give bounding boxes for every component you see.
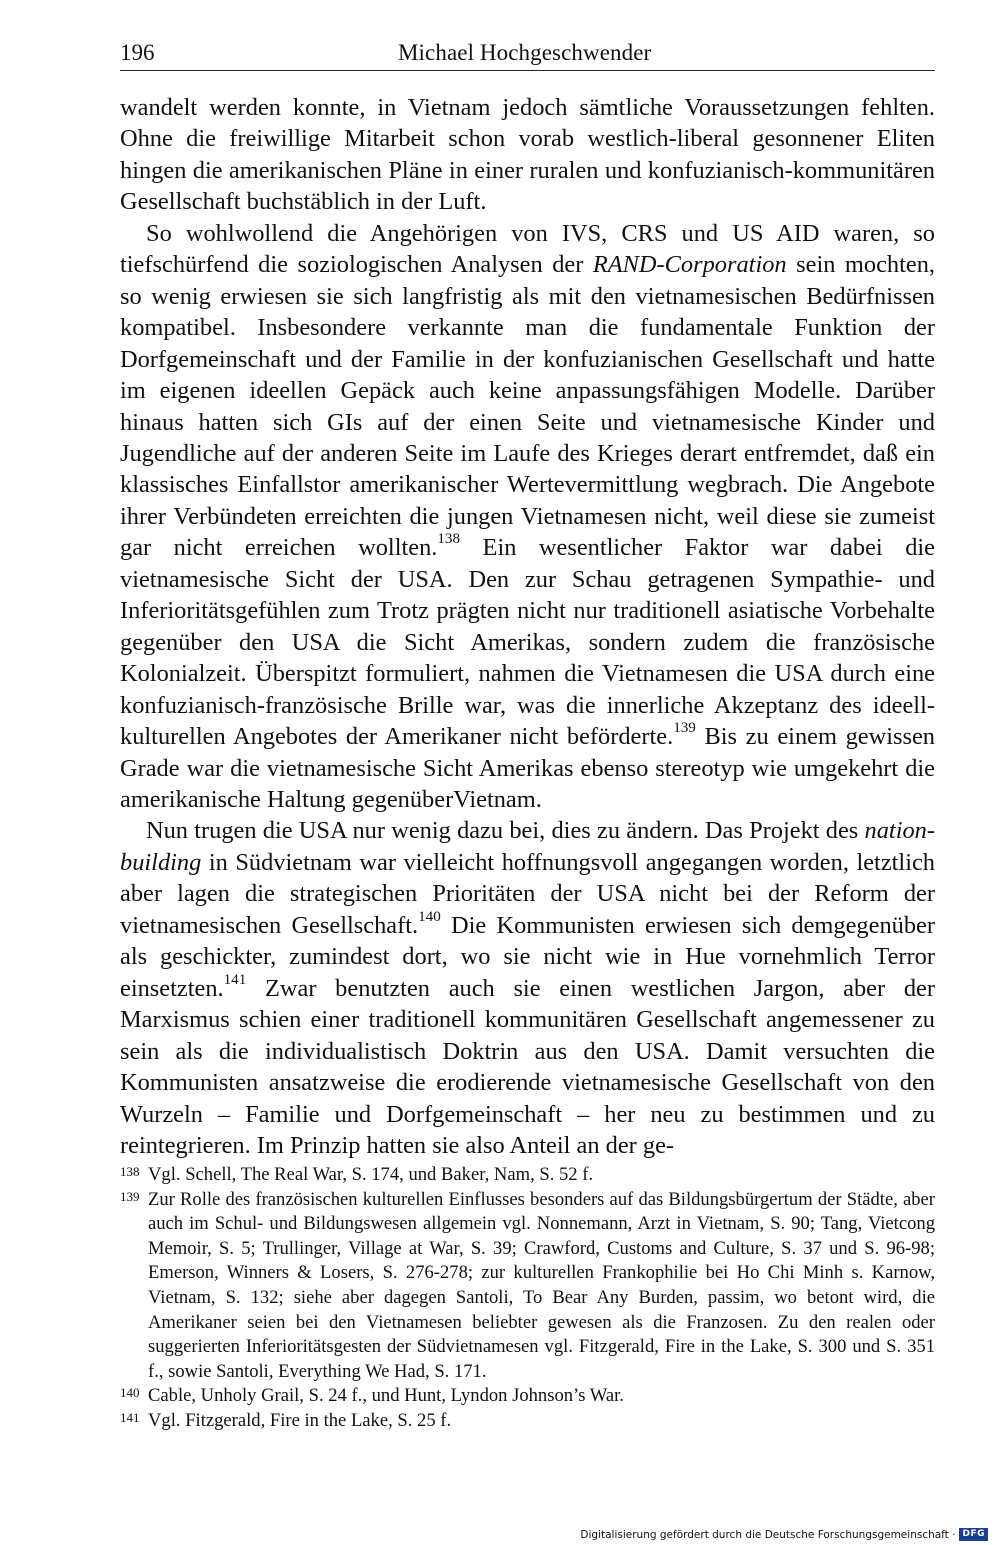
footnote-ref-138[interactable]: 138 (437, 531, 461, 548)
footnote-number: 138 (120, 1164, 140, 1179)
dfg-logo-icon: DFG (959, 1528, 988, 1541)
digitization-text: Digitalisierung gefördert durch die Deutsche Forschungsgemeinschaft · (580, 1528, 956, 1541)
footnote-ref-141[interactable]: 141 (223, 971, 247, 988)
footnote-text: Cable, Unholy Grail, S. 24 f., und Hunt, Lyndon Johnson’s War. (148, 1385, 624, 1407)
page-header (120, 38, 935, 71)
paragraph-1: wandelt werden konnte, in Vietnam jedoch sämtliche Voraussetzungen fehlten. Ohne die freiwillige Mitarbeit schon vorab westlich-liberal gesonnener Eliten hingen die amerikanischen Pläne in einer ruralen und konfuzianisch-kommunitären Gesellschaft buchstäblich in der Luft. (120, 94, 935, 216)
footnote-138 (120, 1163, 935, 1188)
footnote-text: Vgl. Schell, The Real War, S. 174, und Baker, Nam, S. 52 f. (148, 1164, 594, 1185)
digitization-note (580, 1528, 988, 1541)
page-number: 196 (120, 40, 155, 65)
paragraph-2: So wohlwollend die Angehörigen von IVS, CRS und US AID waren, so tiefschürfend die soziologischen Analysen der RAND-Corporation sein mochten, so wenig erwiesen sie sich langfristig als mit den vietnamesischen Bedürfnissen kompatibel. Insbesondere verkannte man die fundamentale Funktion der Dorfgemeinschaft und der Familie in der konfuzianischen Gesellschaft und hatte im eigenen ideellen Gepäck auch keine anpassungsfähigen Modelle. Darüber hinaus hatten sich GIs auf der einen Seite und vietnamesische Kinder und Jugendliche auf der anderen Seite im Laufe des Krieges derart entfremdet, daß ein klassisches Einfallstor amerikanischer Wertevermittlung wegbrach. Die Angebote ihrer Verbündeten erreichten die jungen Vietnamesen nicht, weil diese sie zumeist gar nicht erreichen wollten.$^{138}$ Ein wesentlicher Faktor war dabei die vietnamesische Sicht der USA. Den zur Schau getragenen Sympathie- und Inferioritätsgefühlen zum Trotz prägten nicht nur traditionell asiatische Vorbehalte gegenüber den USA die Sicht Amerikas, sondern zudem die französische Kolonialzeit. Überspitzt formuliert, nahmen die Vietnamesen die USA durch eine konfuzianisch-französische Brille war, was die innerliche Akzeptanz des ideell-kulturellen Angebotes der Amerikaner nicht beförderte.$^{139}$ Bis zu einem gewissen Grade war die vietnamesische Sicht Amerikas ebenso stereotyp wie umgekehrt die amerikanische Haltung gegenüberVietnam. (120, 219, 935, 813)
footnote-ref-139[interactable]: 139 (673, 719, 696, 736)
running-title: Michael Hochgeschwender (398, 40, 652, 65)
footnote-141 (120, 1409, 935, 1434)
footnote-text: Vgl. Fitzgerald, Fire in the Lake, S. 25 f. (148, 1409, 452, 1431)
footnote-number: 141 (120, 1409, 140, 1425)
footnote-139 (120, 1188, 935, 1385)
footnote-ref-140[interactable]: 140 (418, 908, 441, 925)
footnote-number: 140 (120, 1385, 140, 1401)
emphasis-nation-building: nation-building (120, 817, 935, 876)
footnotes (120, 1163, 935, 1434)
footnote-text: Zur Rolle des französischen kulturellen Einflusses besonders auf das Bildungsbürgertum der Städte, aber auch im Schul- und Bildungswesen allgemein vgl. Nonnemann, Arzt in Vietnam, S. 90; Tang, Vietcong Memoir, S. 5; Trullinger, Village at War, S. 39; Crawford, Customs and Culture, S. 37 und S. 96-98; Emerson, Winners & Losers, S. 276-278; zur kulturellen Frankophilie bei Ho Chi Minh s. Karnow, Vietnam, S. 132; siehe aber dagegen Santoli, To Bear Any Burden, passim, wo betont wird, die Amerikaner seien bei den Vietnamesen beliebter gewesen als die Franzosen. Zu den realen oder suggerierten Inferioritätsgesten der Südvietnamesen vgl. Fitzgerald, Fire in the Lake, S. 300 und S. 351 f., sowie Santoli, Everything We Had, S. 171. (148, 1188, 935, 1382)
emphasis-rand-corporation: RAND-Corporation (592, 251, 787, 279)
main-text (120, 92, 935, 1161)
footnote-140 (120, 1384, 935, 1409)
footnote-number: 139 (120, 1188, 140, 1204)
paragraph-3: Nun trugen die USA nur wenig dazu bei, dies zu ändern. Das Projekt des nation-building in Südvietnam war vielleicht hoffnungsvoll angegangen worden, letztlich aber lagen die strategischen Prioritäten der USA nicht bei der Reform der vietnamesischen Gesellschaft.$^{140}$ Die Kommunisten erwiesen sich demgegenüber als geschickter, zumindest dort, wo sie nicht wie in Hue vornehmlich Terror einsetzten.$^{141}$ Zwar benutzten auch sie einen westlichen Jargon, aber der Marxismus schien einer traditionell kommunitären Gesellschaft angemessener zu sein als die individualistisch Doktrin aus den USA. Damit versuchten die Kommunisten ansatzweise die erodierende vietnamesische Gesellschaft von den Wurzeln – Familie und Dorfgemeinschaft – her neu zu bestimmen und zu reintegrieren. Im Prinzip hatten sie also Anteil an der ge- (120, 817, 935, 1159)
